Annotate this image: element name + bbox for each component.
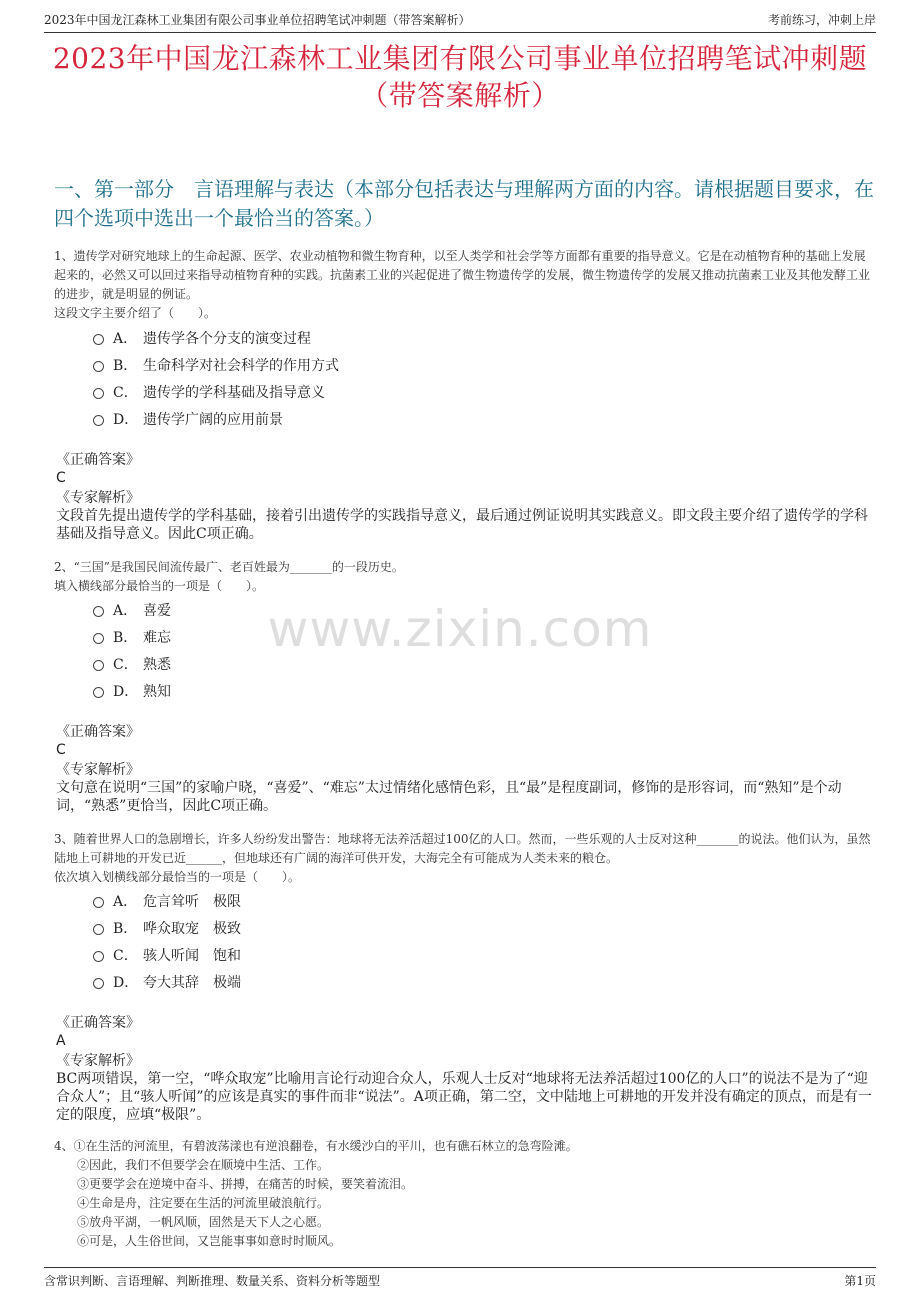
- question-3-answer-block: [56, 1014, 872, 1124]
- question-1-prompt: 这段文字主要介绍了（ ）。: [54, 306, 217, 320]
- option-text: 熟知: [143, 684, 171, 700]
- radio-button-icon[interactable]: [93, 897, 104, 908]
- option-letter: B．: [113, 630, 138, 646]
- option-letter: A．: [113, 603, 138, 619]
- question-1: [54, 247, 872, 323]
- option-text: 遗传学的学科基础及指导意义: [143, 385, 325, 401]
- page-footer: [44, 1267, 876, 1292]
- radio-button-icon[interactable]: [93, 660, 104, 671]
- option-letter: B．: [113, 358, 138, 374]
- option-text: 遗传学广阔的应用前景: [143, 412, 283, 428]
- footer-description: 含常识判断、言语理解、判断推理、数量关系、资料分析等题型: [44, 1274, 381, 1288]
- question-2: [54, 558, 872, 596]
- option-letter: D．: [113, 975, 139, 991]
- question-4-sentence: ②因此，我们不但要学会在顺境中生活、工作。: [77, 1158, 330, 1172]
- question-2-stem: 2、“三国”是我国民间流传最广、老百姓最为_______的一段历史。: [54, 560, 404, 574]
- radio-button-icon[interactable]: [93, 687, 104, 698]
- radio-button-icon[interactable]: [93, 334, 104, 345]
- radio-button-icon[interactable]: [93, 924, 104, 935]
- option-b[interactable]: [93, 919, 593, 946]
- option-letter: C．: [113, 385, 138, 401]
- option-text: 哗众取宠 极致: [143, 921, 241, 937]
- page-number: 第1页: [844, 1274, 876, 1288]
- watermark: www.zixin.com: [267, 600, 653, 658]
- question-1-answer-block: [56, 451, 872, 543]
- radio-button-icon[interactable]: [93, 388, 104, 399]
- option-a[interactable]: [93, 329, 593, 356]
- option-text: 喜爱: [143, 603, 171, 619]
- option-letter: D．: [113, 412, 139, 428]
- question-4-sentence: ④生命是舟，注定要在生活的河流里破浪航行。: [77, 1196, 330, 1210]
- radio-button-icon[interactable]: [93, 978, 104, 989]
- question-4-stem: 4、①在生活的河流里，有碧波荡漾也有逆浪翻卷，有水缓沙白的平川，也有礁石林立的急弯险滩。: [54, 1139, 578, 1153]
- radio-button-icon[interactable]: [93, 606, 104, 617]
- analysis-label: 《专家解析》: [56, 762, 140, 778]
- radio-button-icon[interactable]: [93, 415, 104, 426]
- question-1-options: [93, 329, 593, 437]
- radio-button-icon[interactable]: [93, 951, 104, 962]
- question-3-prompt: 依次填入划横线部分最恰当的一项是（ ）。: [54, 870, 301, 884]
- radio-button-icon[interactable]: [93, 361, 104, 372]
- analysis-label: 《专家解析》: [56, 490, 140, 506]
- option-d[interactable]: [93, 973, 593, 1000]
- option-a[interactable]: [93, 601, 593, 628]
- option-text: 危言耸听 极限: [143, 894, 241, 910]
- answer-label: 《正确答案》: [56, 724, 140, 740]
- option-b[interactable]: [93, 628, 593, 655]
- option-letter: D．: [113, 684, 139, 700]
- option-text: 夸大其辞 极端: [143, 975, 241, 991]
- section-heading: 一、第一部分 言语理解与表达（本部分包括表达与理解两方面的内容。请根据题目要求，在四个选项中选出一个最恰当的答案。）: [54, 177, 874, 230]
- option-c[interactable]: [93, 655, 593, 682]
- question-4: [54, 1137, 872, 1251]
- option-b[interactable]: [93, 356, 593, 383]
- question-2-answer-block: [56, 723, 872, 815]
- question-2-prompt: 填入横线部分最恰当的一项是（ ）。: [54, 579, 265, 593]
- option-a[interactable]: [93, 892, 593, 919]
- option-text: 熟悉: [143, 657, 171, 673]
- answer-label: 《正确答案》: [56, 1015, 140, 1031]
- header-slogan: 考前练习，冲刺上岸: [767, 13, 876, 27]
- answer-letter: C: [56, 470, 66, 486]
- page-header: [44, 10, 876, 33]
- question-4-sentence: ⑥可是，人生俗世间，又岂能事事如意时时顺风。: [77, 1234, 342, 1248]
- header-doc-title: 2023年中国龙江森林工业集团有限公司事业单位招聘笔试冲刺题（带答案解析）: [44, 13, 471, 27]
- option-text: 生命科学对社会科学的作用方式: [143, 358, 339, 374]
- answer-label: 《正确答案》: [56, 452, 140, 468]
- option-text: 难忘: [143, 630, 171, 646]
- answer-letter: C: [56, 742, 66, 758]
- question-1-stem: 1、遗传学对研究地球上的生命起源、医学、农业动植物和微生物育种，以至人类学和社会学等方面都有重要的指导意义。它是在动植物育种的基础上发展起来的，必然又可以回过来指导动植物育种的实践。抗菌素工业的兴起促进了微生物遗传学的发展，微生物遗传学的发展又推动抗菌素工业及其他发酵工业的进步，就是明显的例证。: [54, 249, 871, 301]
- option-c[interactable]: [93, 946, 593, 973]
- analysis-text: 文段首先提出遗传学的学科基础，接着引出遗传学的实践指导意义，最后通过例证说明其实践意义。即文段主要介绍了遗传学的学科基础及指导意义。因此C项正确。: [56, 508, 868, 542]
- option-text: 骇人听闻 饱和: [143, 948, 241, 964]
- analysis-text: 文句意在说明“三国”的家喻户晓，“喜爱”、“难忘”太过情绪化感情色彩，且“最”是程度副词，修饰的是形容词，而“熟知”是个动词，“熟悉”更恰当，因此C项正确。: [56, 780, 842, 814]
- question-4-sentence: ③更要学会在逆境中奋斗、拼搏，在痛苦的时候，要笑着流泪。: [77, 1177, 414, 1191]
- option-text: 遗传学各个分支的演变过程: [143, 331, 311, 347]
- question-2-options: [93, 601, 593, 709]
- option-letter: A．: [113, 894, 138, 910]
- radio-button-icon[interactable]: [93, 633, 104, 644]
- option-d[interactable]: [93, 682, 593, 709]
- answer-letter: A: [56, 1033, 66, 1049]
- option-letter: A．: [113, 331, 138, 347]
- analysis-label: 《专家解析》: [56, 1053, 140, 1069]
- option-letter: B．: [113, 921, 138, 937]
- question-3: [54, 830, 872, 887]
- question-4-sentence: ⑤放舟平湖，一帆风顺，固然是天下人之心愿。: [77, 1215, 330, 1229]
- option-c[interactable]: [93, 383, 593, 410]
- question-3-options: [93, 892, 593, 1000]
- option-d[interactable]: [93, 410, 593, 437]
- option-letter: C．: [113, 657, 138, 673]
- document-title: 2023年中国龙江森林工业集团有限公司事业单位招聘笔试冲刺题（带答案解析）: [52, 42, 868, 112]
- question-3-stem: 3、随着世界人口的急剧增长，许多人纷纷发出警告：地球将无法养活超过100亿的人口。然而，一些乐观的人士反对这种_______的说法。他们认为，虽然陆地上可耕地的开发已近______，但地球还有广阔的海洋可供开发，大海完全有可能成为人类未来的粮仓。: [54, 832, 871, 865]
- analysis-text: BC两项错误，第一空，“哗众取宠”比喻用言论行动迎合众人，乐观人士反对“地球将无法养活超过100亿的人口”的说法不是为了“迎合众人”；且“骇人听闻”的应该是真实的事件而非“说法”。A项正确，第二空，文中陆地上可耕地的开发并没有确定的顶点，而是有一定的限度，应填“极限”。: [56, 1071, 872, 1123]
- option-letter: C．: [113, 948, 138, 964]
